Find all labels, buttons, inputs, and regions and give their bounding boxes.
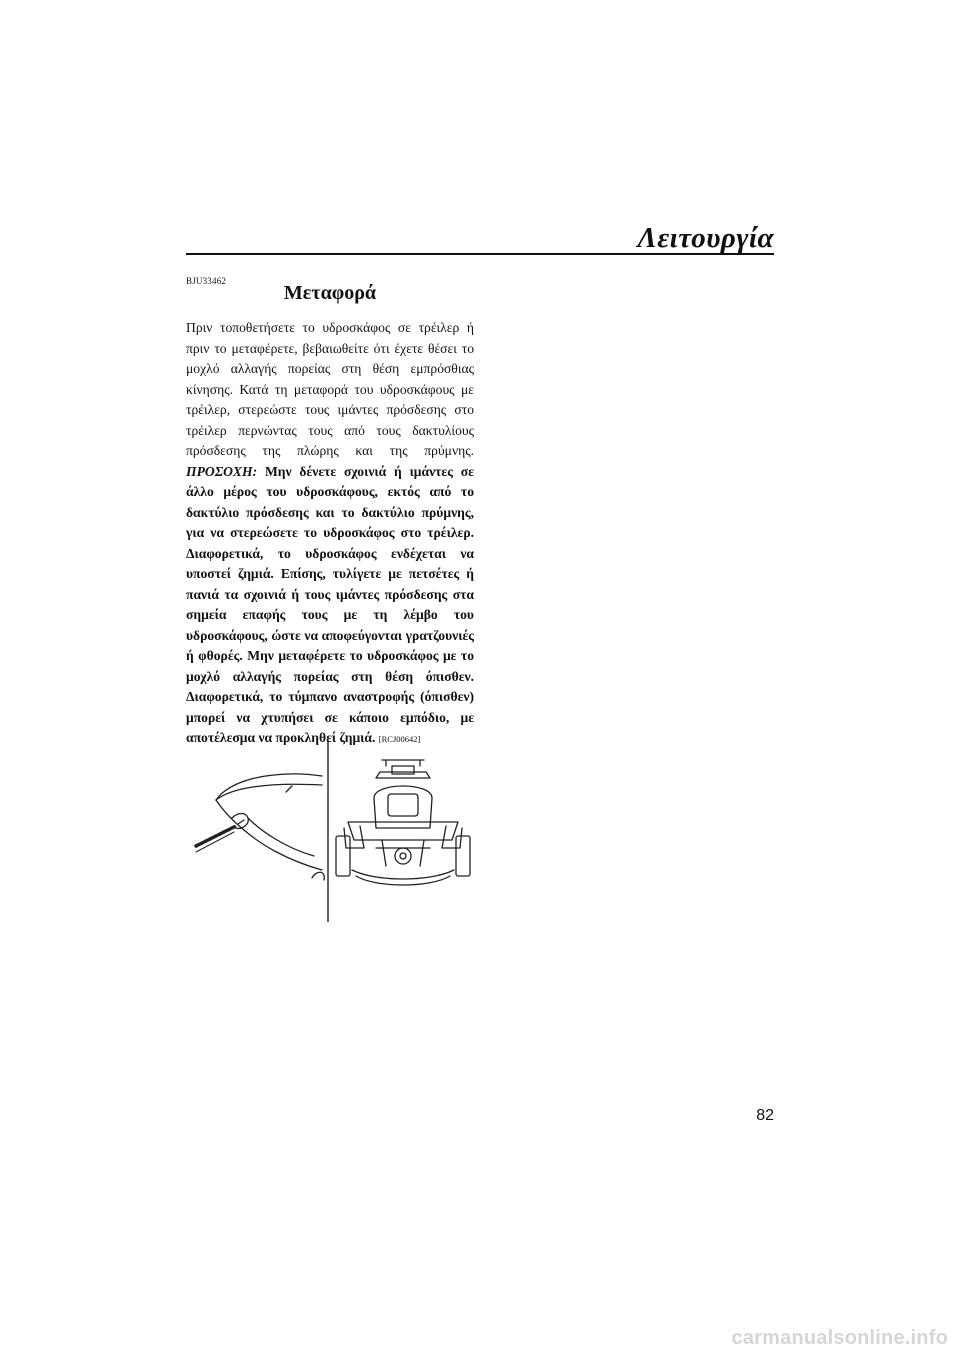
section-title: Μεταφορά	[283, 282, 377, 304]
section-code: BJU33462	[186, 276, 227, 286]
caution-code: [RCJ00642]	[378, 734, 421, 744]
watercraft-on-trailer-drawing	[336, 760, 470, 885]
figure-illustration	[186, 736, 476, 922]
trailer-tie-down-figure	[186, 736, 476, 922]
watermark-text: carmanualsonline.info	[731, 1327, 948, 1349]
caution-text: Μην δένετε σχοινιά ή ιμάντες σε άλλο μέρος του υδροσκάφους, εκτός από το δακτύλιο πρόσδεσης και το δακτύλιο πρύμνης, για να στερεώσετε το υδροσκάφος στο τρέιλερ. Διαφορετικά, το υδροσκάφος ενδέχεται να υποστεί ζημιά. Επίσης, τυλίγετε με πετσέτες ή πανιά τα σχοινιά ή τους ιμάντες πρόσδεσης στα σημεία επαφής τους με τη λέμβο του υδροσκάφους, ώστε να αποφεύγονται γρατζουνιές ή φθορές. Μην μεταφέρετε το υδροσκάφος με το μοχλό αλλαγής πορείας στη θέση όπισθεν. Διαφορετικά, το τύμπανο αναστροφής (όπισθεν) μπορεί να χτυπήσει σε κάποιο εμπόδιο, με αποτέλεσμα να προκληθεί ζημιά.	[186, 463, 474, 745]
section-body	[186, 318, 474, 750]
header-divider	[186, 253, 774, 255]
bow-eye-detail-drawing	[196, 774, 324, 880]
page-header-title: Λειτουργία	[637, 222, 774, 254]
caution-label: ΠΡΟΣΟΧΗ:	[186, 463, 258, 479]
page-number: 82	[756, 1107, 774, 1124]
intro-paragraph: Πριν τοποθετήσετε το υδροσκάφος σε τρέιλερ ή πριν το μεταφέρετε, βεβαιωθείτε ότι έχετε θέσει το μοχλό αλλαγής πορείας στη θέση εμπρόσθιας κίνησης. Κατά τη μεταφορά του υδροσκάφους με τρέιλερ, στερεώστε τους ιμάντες πρόσδεσης στο τρέιλερ περνώντας τους από τους δακτυλίους πρόσδεσης της πλώρης και της πρύμνης.	[186, 320, 474, 458]
